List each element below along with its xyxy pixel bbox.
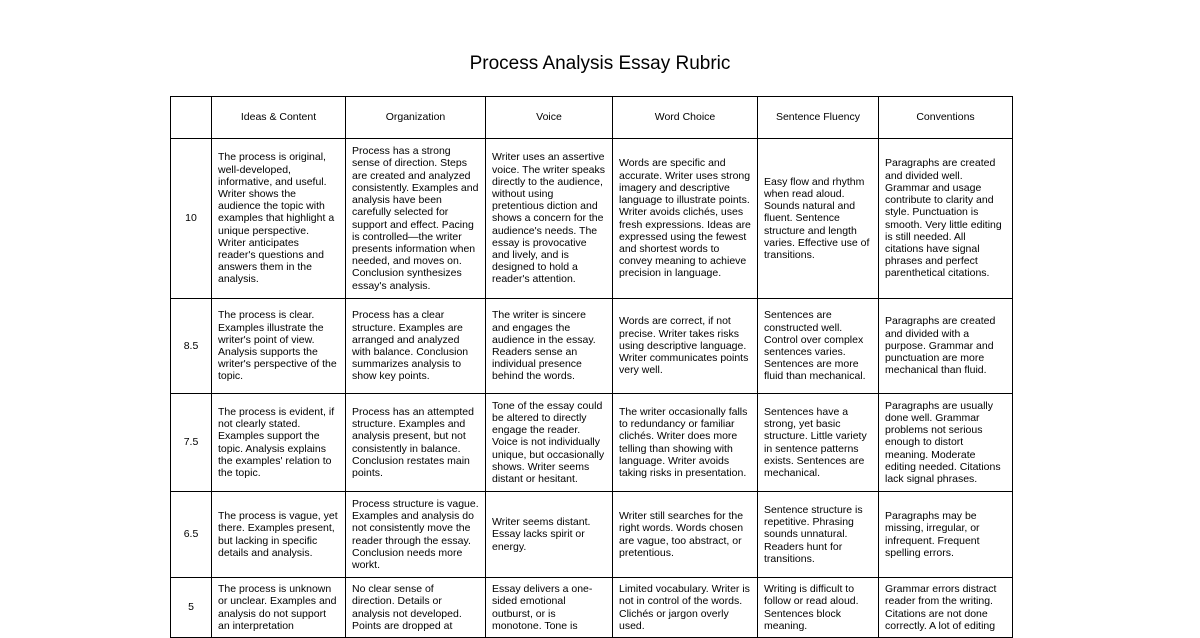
table-cell: No clear sense of direction. Details or analysis not developed. Points are dropped at [346,578,486,638]
score-cell: 7.5 [171,394,212,492]
table-row [171,578,1013,638]
table-cell: The process is evident, if not clearly stated. Examples support the topic. Analysis explains the examples' relation to the topic. [212,394,346,492]
table-cell: The process is unknown or unclear. Examples and analysis do not support an interpretation [212,578,346,638]
table-cell: Words are specific and accurate. Writer uses strong imagery and descriptive language to illustrate points. Writer avoids clichés, uses fresh expressions. Ideas are expressed using the fewest and shortest words to convey meaning to achieve precision in language. [613,139,758,299]
table-row [171,394,1013,492]
table-cell: Process has a clear structure. Examples are arranged and analyzed with balance. Conclusion summarizes analysis to show key points. [346,299,486,394]
table-cell: Easy flow and rhythm when read aloud. Sounds natural and fluent. Sentence structure and length varies. Effective use of transitions. [758,139,879,299]
score-cell: 5 [171,578,212,638]
rubric-table [170,96,1013,638]
table-row [171,492,1013,578]
header-cell-sentence-fluency: Sentence Fluency [758,97,879,139]
table-cell: Paragraphs are usually done well. Grammar problems not serious enough to distort meaning. Moderate editing needed. Citations lack signal phrases. [879,394,1013,492]
header-row [171,97,1013,139]
table-cell: The process is vague, yet there. Examples present, but lacking in specific details and analysis. [212,492,346,578]
score-cell: 8.5 [171,299,212,394]
table-cell: Sentences are constructed well. Control over complex sentences varies. Sentences are more fluid than mechanical. [758,299,879,394]
table-cell: Writer uses an assertive voice. The writer speaks directly to the audience, without using pretentious diction and shows a concern for the audience's needs. The essay is provocative and lively, and is designed to hold a reader's attention. [486,139,613,299]
table-cell: Paragraphs may be missing, irregular, or infrequent. Frequent spelling errors. [879,492,1013,578]
table-cell: Sentence structure is repetitive. Phrasing sounds unnatural. Readers hunt for transitions. [758,492,879,578]
table-cell: The writer is sincere and engages the audience in the essay. Readers sense an individual presence behind the words. [486,299,613,394]
table-cell: Essay delivers a one-sided emotional outburst, or is monotone. Tone is [486,578,613,638]
table-row [171,139,1013,299]
table-cell: Sentences have a strong, yet basic structure. Little variety in sentence patterns exists. Sentences are mechanical. [758,394,879,492]
table-cell: Limited vocabulary. Writer is not in control of the words. Clichés or jargon overly used. [613,578,758,638]
header-cell-organization: Organization [346,97,486,139]
table-cell: Process structure is vague. Examples and analysis do not consistently move the reader through the essay. Conclusion needs more workt. [346,492,486,578]
table-cell: Grammar errors distract reader from the writing. Citations are not done correctly. A lot of editing [879,578,1013,638]
table-cell: Writer seems distant. Essay lacks spirit or energy. [486,492,613,578]
table-cell: Paragraphs are created and divided well. Grammar and usage contribute to clarity and style. Punctuation is smooth. Very little editing is still needed. All citations have signal phrases and perfect parenthetical citations. [879,139,1013,299]
header-cell-ideas-content: Ideas & Content [212,97,346,139]
table-cell: The process is clear. Examples illustrate the writer's point of view. Analysis supports the writer's perspective of the topic. [212,299,346,394]
table-cell: Writer still searches for the right words. Words chosen are vague, too abstract, or pretentious. [613,492,758,578]
table-cell: The process is original, well-developed, informative, and useful. Writer shows the audience the topic with examples that highlight a unique perspective. Writer anticipates reader's questions and answers them in the analysis. [212,139,346,299]
table-cell: The writer occasionally falls to redundancy or familiar clichés. Writer does more telling than showing with language. Writer avoids taking risks in presentation. [613,394,758,492]
table-row [171,299,1013,394]
score-cell: 10 [171,139,212,299]
header-cell-conventions: Conventions [879,97,1013,139]
table-cell: Tone of the essay could be altered to directly engage the reader. Voice is not individually unique, but occasionally shows. Writer seems distant or hesitant. [486,394,613,492]
table-cell: Process has a strong sense of direction. Steps are created and analyzed consistently. Examples and analysis have been carefully selected for support and effect. Pacing is controlled—the writer presents information when needed, and moves on. Conclusion synthesizes essay's analysis. [346,139,486,299]
document-title: Process Analysis Essay Rubric [469,53,731,74]
table-cell: Writing is difficult to follow or read aloud. Sentences block meaning. [758,578,879,638]
table-cell: Words are correct, if not precise. Writer takes risks using descriptive language. Writer communicates points very well. [613,299,758,394]
header-cell-word-choice: Word Choice [613,97,758,139]
score-cell: 6.5 [171,492,212,578]
header-cell-voice: Voice [486,97,613,139]
table-cell: Paragraphs are created and divided with a purpose. Grammar and punctuation are more mechanical than fluid. [879,299,1013,394]
table-cell: Process has an attempted structure. Examples and analysis present, but not consistently in balance. Conclusion restates main points. [346,394,486,492]
header-cell-score [171,97,212,139]
